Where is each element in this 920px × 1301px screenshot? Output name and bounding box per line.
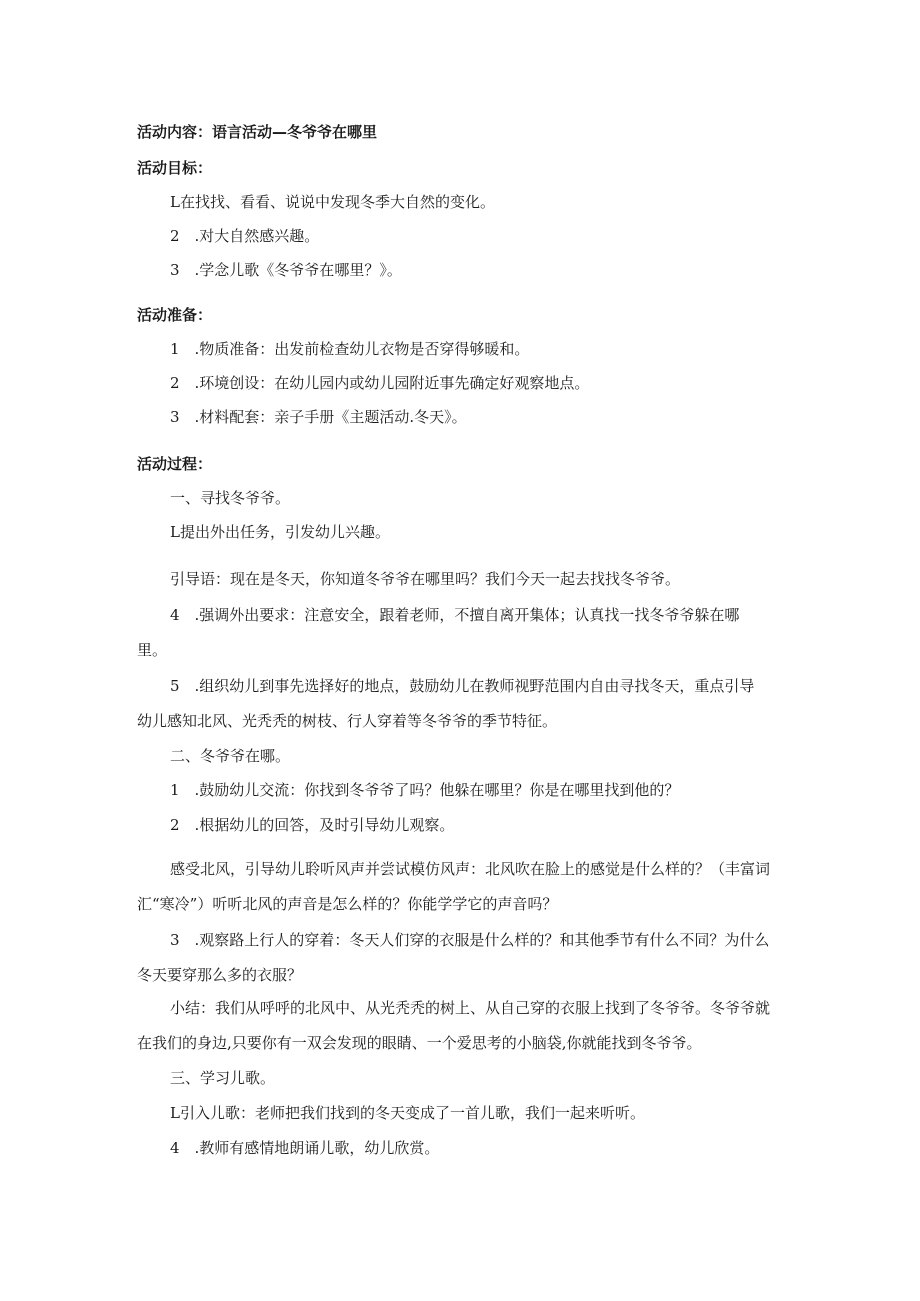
section-heading: 一、寻找冬爷爷。 <box>170 489 291 507</box>
goal-item: 2 .对大自然感兴趣。 <box>170 227 320 245</box>
paragraph-line: 汇“寒冷”）听听北风的声音是怎么样的？你能学学它的声音吗？ <box>137 895 558 913</box>
paragraph-line: L提出外出任务，引发幼儿兴趣。 <box>170 523 390 541</box>
paragraph-line: 在我们的身边,只要你有一双会发现的眼睛、一个爱思考的小脑袋,你就能找到冬爷爷。 <box>137 1034 702 1052</box>
paragraph-line: 4 .强调外出要求：注意安全，跟着老师，不擅自离开集体；认真找一找冬爷爷躲在哪 <box>170 606 740 624</box>
paragraph-line: 感受北风，引导幼儿聆听风声并尝试模仿风声：北风吹在脸上的感觉是什么样的？（丰富词 <box>170 860 771 878</box>
prep-heading: 活动准备： <box>137 306 213 324</box>
paragraph-line: L引入儿歌：老师把我们找到的冬天变成了一首儿歌，我们一起来听听。 <box>170 1104 645 1122</box>
paragraph-line: 里。 <box>137 641 168 659</box>
paragraph-line: 引导语：现在是冬天，你知道冬爷爷在哪里吗？我们今天一起去找找冬爷爷。 <box>170 570 681 588</box>
paragraph-line: 3 .观察路上行人的穿着：冬天人们穿的衣服是什么样的？和其他季节有什么不同？为什么 <box>170 931 770 949</box>
process-heading: 活动过程： <box>137 455 213 473</box>
prep-item: 2 .环境创设：在幼儿园内或幼儿园附近事先确定好观察地点。 <box>170 374 590 392</box>
section-heading: 二、冬爷爷在哪。 <box>170 747 291 765</box>
prep-item: 1 .物质准备：出发前检查幼儿衣物是否穿得够暖和。 <box>170 340 530 358</box>
paragraph-line: 冬天要穿那么多的衣服？ <box>137 966 303 984</box>
goals-heading: 活动目标： <box>137 159 213 177</box>
paragraph-line: 1 .鼓励幼儿交流：你找到冬爷爷了吗？他躲在哪里？你是在哪里找到他的？ <box>170 781 680 799</box>
goal-item: L在找找、看看、说说中发现冬季大自然的变化。 <box>170 193 495 211</box>
paragraph-line: 4 .教师有感情地朗诵儿歌，幼儿欣赏。 <box>170 1139 440 1157</box>
paragraph-line: 幼儿感知北风、光秃秃的树枝、行人穿着等冬爷爷的季节特征。 <box>137 712 558 730</box>
paragraph-line: 2 .根据幼儿的回答，及时引导幼儿观察。 <box>170 816 455 834</box>
activity-content-title: 活动内容：语言活动—冬爷爷在哪里 <box>137 123 378 141</box>
paragraph-line: 小结：我们从呼呼的北风中、从光秃秃的树上、从自己穿的衣服上找到了冬爷爷。冬爷爷就 <box>170 999 771 1017</box>
paragraph-line: 5 .组织幼儿到事先选择好的地点，鼓励幼儿在教师视野范围内自由寻找冬天，重点引导 <box>170 677 755 695</box>
goal-item: 3 .学念儿歌《冬爷爷在哪里？》。 <box>170 261 402 279</box>
section-heading: 三、学习儿歌。 <box>170 1069 276 1087</box>
prep-item: 3 .材料配套：亲子手册《主题活动.冬天》。 <box>170 408 467 426</box>
